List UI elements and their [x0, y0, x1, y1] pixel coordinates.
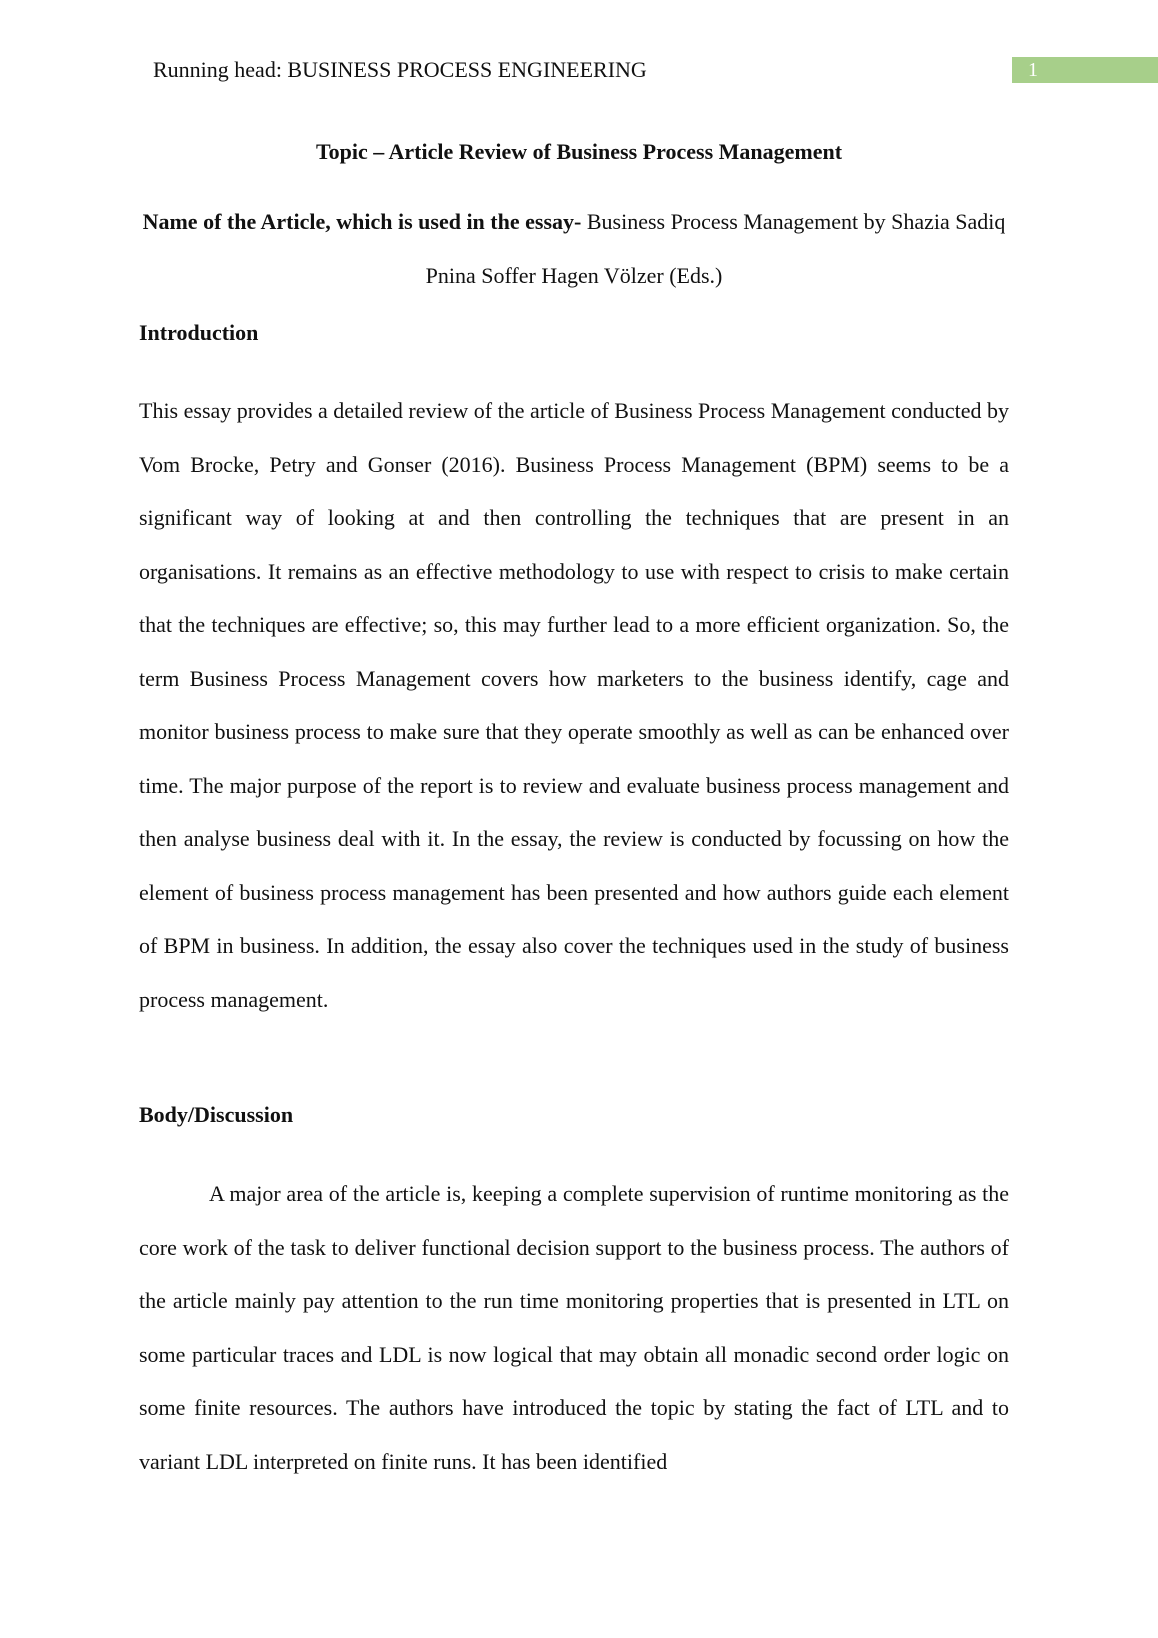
- introduction-paragraph: This essay provides a detailed review of the article of Business Process Management conducted by Vom Brocke, Petry and Gonser (2016). Business Process Management (BPM) seems to be a significant way of looking at and then controlling the techniques that are present in an organisations. It remains as an effective methodology to use with respect to crisis to make certain that the techniques are effective; so, this may further lead to a more efficient organization. So, the term Business Process Management covers how marketers to the business identify, cage and monitor business process to make sure that they operate smoothly as well as can be enhanced over time. The major purpose of the report is to review and evaluate business process management and then analyse business deal with it. In the essay, the review is conducted by focussing on how the element of business process management has been presented and how authors guide each element of BPM in business. In addition, the essay also cover the techniques used in the study of business process management.: [139, 398, 1009, 1012]
- article-name-value: Business Process Management by Shazia Sadiq Pnina Soffer Hagen Völzer (Eds.): [425, 209, 1006, 288]
- running-head: Running head: BUSINESS PROCESS ENGINEERING: [153, 57, 647, 82]
- body-paragraph: A major area of the article is, keeping a complete supervision of runtime monitoring as the core work of the task to deliver functional decision support to the business process. The authors of the article mainly pay attention to the run time monitoring properties that is presented in LTL on some particular traces and LDL is now logical that may obtain all monadic second order logic on some finite resources. The authors have introduced the topic by stating the fact of LTL and to variant LDL interpreted on finite runs. It has been identified: [139, 1181, 1009, 1474]
- body-heading: Body/Discussion: [139, 1102, 294, 1127]
- article-name-label: Name of the Article, which is used in the essay-: [142, 209, 582, 234]
- document-title: Topic – Article Review of Business Process Management: [315, 139, 843, 164]
- page-number: 1: [1012, 57, 1158, 83]
- article-name: [140, 195, 1008, 302]
- introduction-heading: Introduction: [139, 320, 259, 345]
